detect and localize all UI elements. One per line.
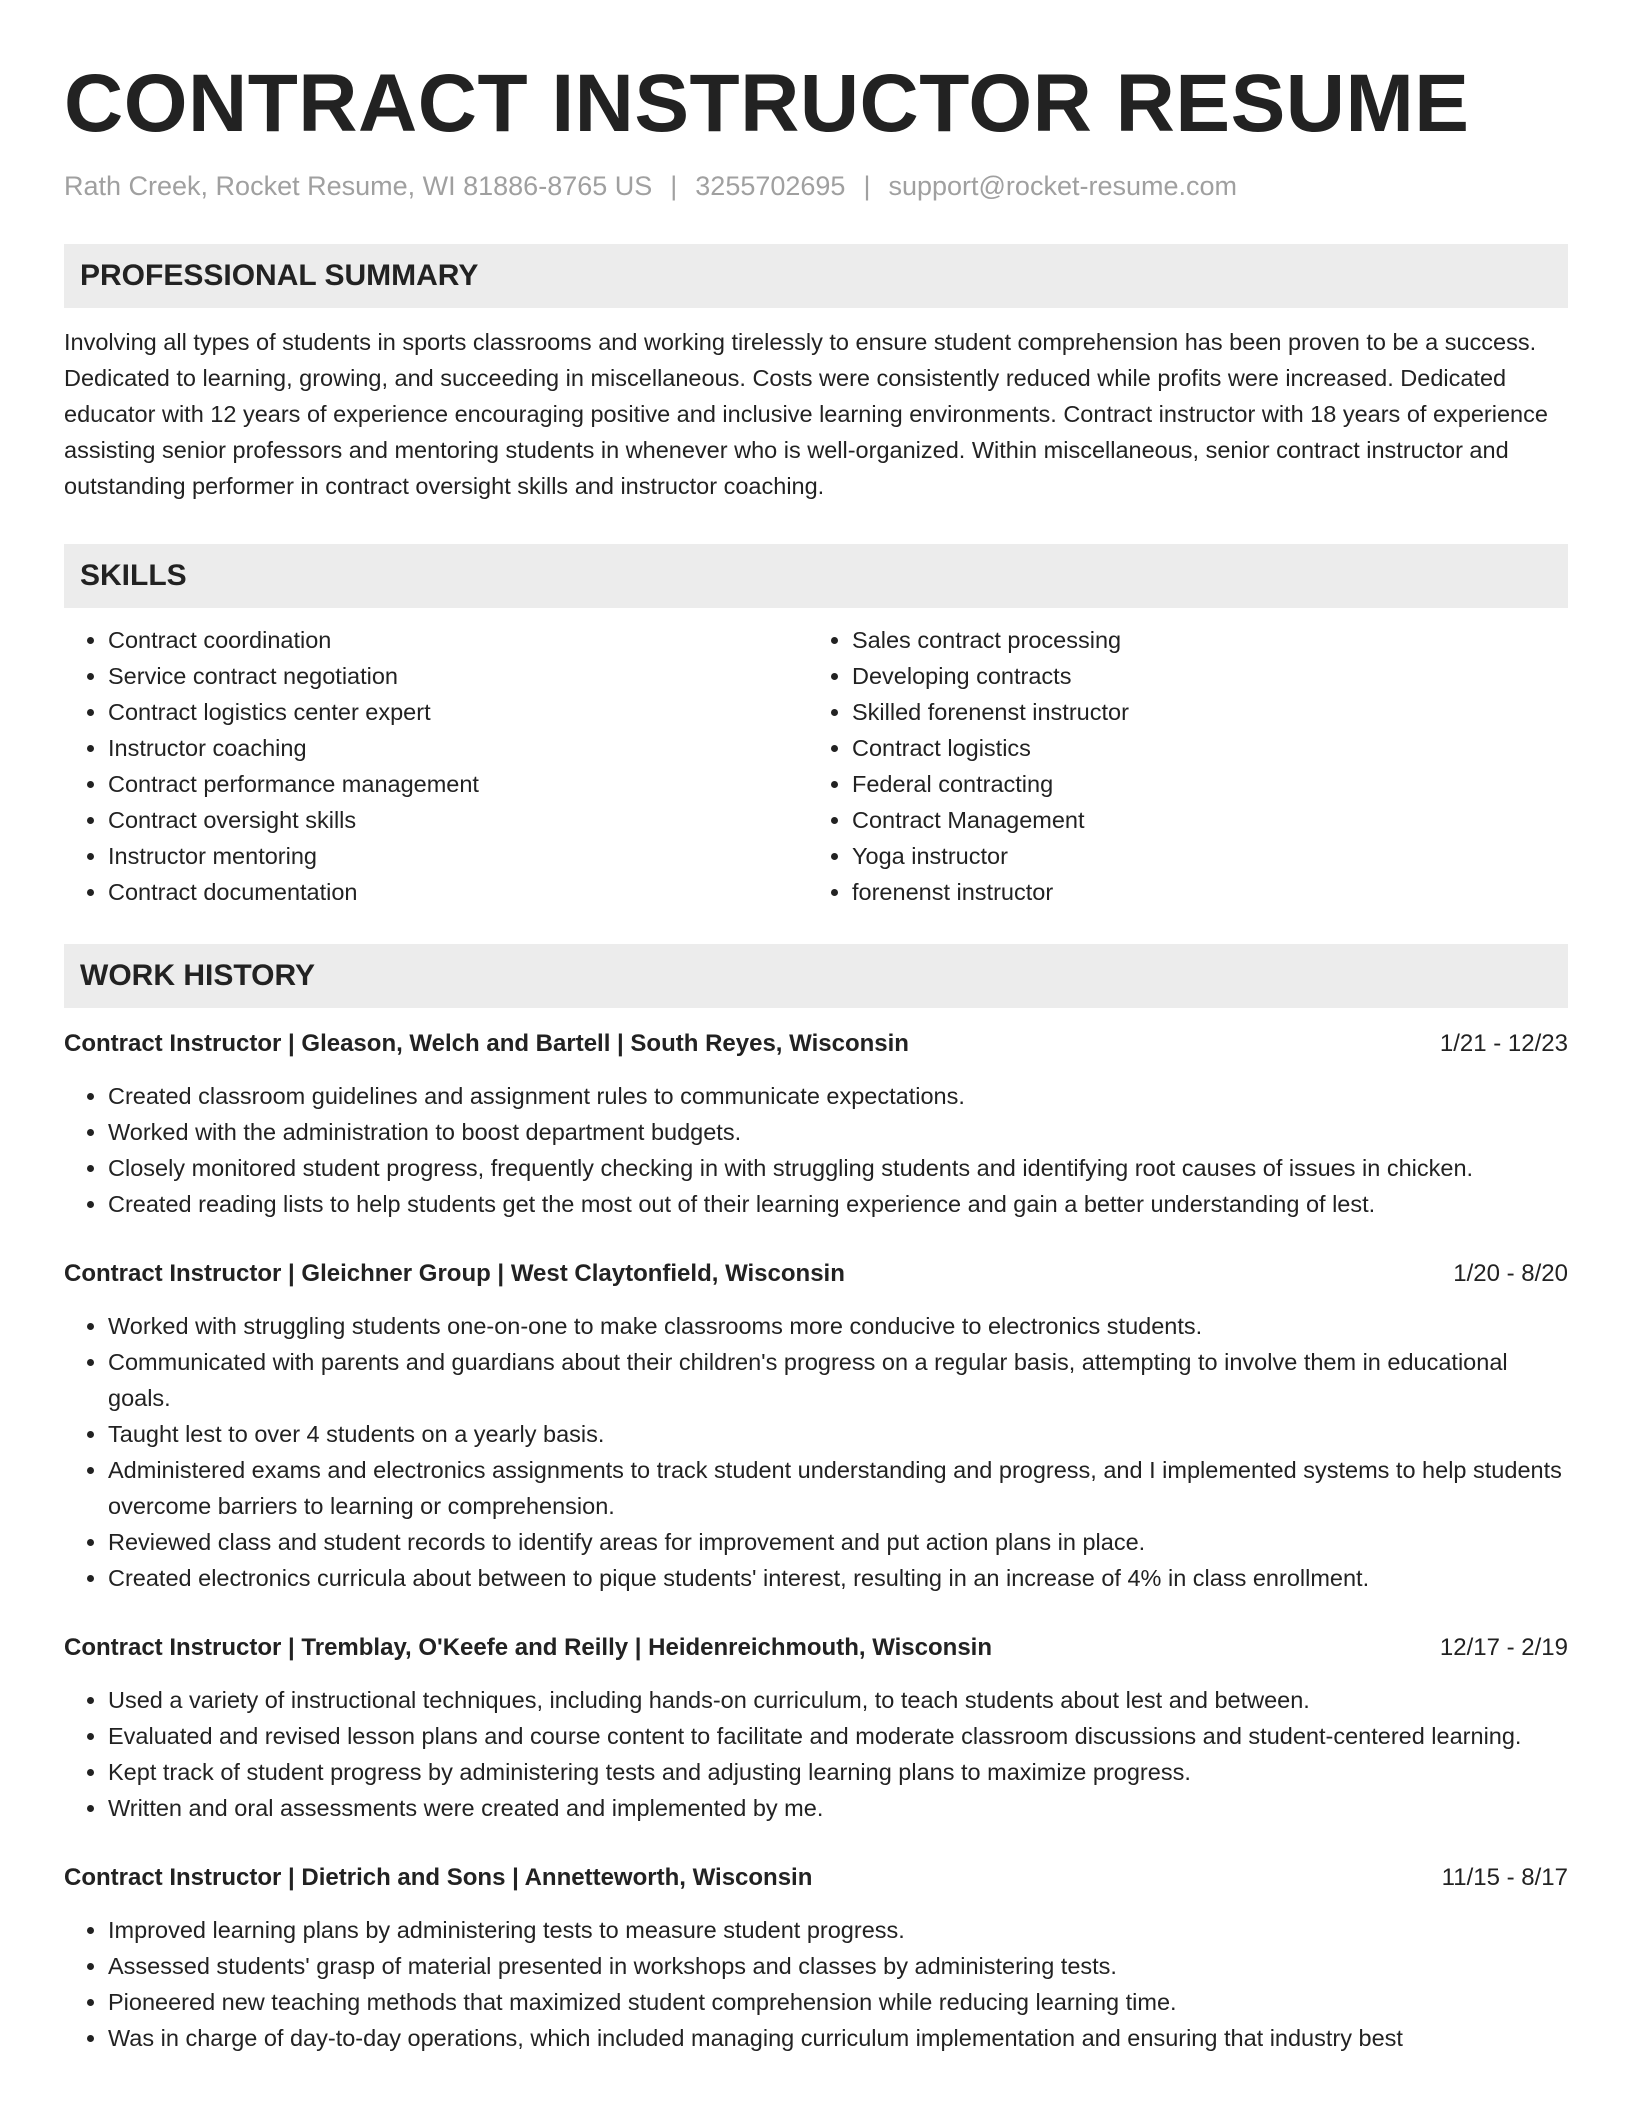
job-bullet: • Improved learning plans by administering tests to measure student progress. (108, 1912, 1568, 1948)
job-bullet: • Created classroom guidelines and assignment rules to communicate expectations. (108, 1078, 1568, 1114)
skill-item: • Sales contract processing (852, 622, 1568, 658)
job-bullet: • Reviewed class and student records to identify areas for improvement and put action plans in place. (108, 1524, 1568, 1560)
job-bullet: • Administered exams and electronics assignments to track student understanding and progress, and I implemented systems to help students overcome barriers to learning or comprehension. (108, 1452, 1568, 1524)
job-bullet: • Used a variety of instructional techniques, including hands-on curriculum, to teach students about lest and between. (108, 1682, 1568, 1718)
skill-item: • Contract coordination (108, 622, 808, 658)
skills-list (64, 622, 1568, 910)
contact-address: Rath Creek, Rocket Resume, WI 81886-8765 US (64, 171, 653, 201)
job-bullet: • Taught lest to over 4 students on a yearly basis. (108, 1416, 1568, 1452)
skill-item: • Instructor coaching (108, 730, 808, 766)
job-bullet: • Created electronics curricula about between to pique students' interest, resulting in an increase of 4% in class enrollment. (108, 1560, 1568, 1596)
job-bullets (64, 1912, 1568, 2056)
job-title: Contract Instructor | Gleichner Group | West Claytonfield, Wisconsin (64, 1260, 845, 1287)
contact-phone: 3255702695 (695, 171, 846, 201)
job-bullet: • Kept track of student progress by administering tests and adjusting learning plans to maximize progress. (108, 1754, 1568, 1790)
skills-column-left (64, 622, 808, 910)
job-bullet: • Closely monitored student progress, frequently checking in with struggling students and identifying root causes of issues in chicken. (108, 1150, 1568, 1186)
job-bullet: • Worked with struggling students one-on-one to make classrooms more conducive to electronics students. (108, 1308, 1568, 1344)
skill-item: • Contract Management (852, 802, 1568, 838)
skill-item: • Contract logistics center expert (108, 694, 808, 730)
job-bullet: • Created reading lists to help students get the most out of their learning experience and gain a better understanding of lest. (108, 1186, 1568, 1222)
job-header (64, 1026, 1568, 1062)
section-heading-skills: SKILLS (64, 544, 1568, 608)
job-header (64, 1860, 1568, 1896)
job-entry (64, 1256, 1568, 1596)
job-bullets (64, 1078, 1568, 1222)
job-bullet: • Worked with the administration to boost department budgets. (108, 1114, 1568, 1150)
job-title: Contract Instructor | Tremblay, O'Keefe and Reilly | Heidenreichmouth, Wisconsin (64, 1634, 992, 1661)
skills-column-right (808, 622, 1568, 910)
contact-separator: | (863, 171, 871, 201)
section-heading-work-history: WORK HISTORY (64, 944, 1568, 1008)
contact-line (64, 168, 1568, 204)
job-bullet: • Evaluated and revised lesson plans and course content to facilitate and moderate classroom discussions and student-centered learning. (108, 1718, 1568, 1754)
skill-item: • Service contract negotiation (108, 658, 808, 694)
section-heading-summary: PROFESSIONAL SUMMARY (64, 244, 1568, 308)
job-entry (64, 1026, 1568, 1222)
job-entry (64, 1860, 1568, 2056)
skill-item: • Yoga instructor (852, 838, 1568, 874)
contact-email: support@rocket-resume.com (888, 171, 1237, 201)
job-dates: 1/20 - 8/20 (1453, 1260, 1568, 1287)
skill-item: • Skilled forenenst instructor (852, 694, 1568, 730)
job-bullet: • Was in charge of day-to-day operations, which included managing curriculum implementation and ensuring that industry best (108, 2020, 1568, 2056)
job-bullet: • Assessed students' grasp of material presented in workshops and classes by administering tests. (108, 1948, 1568, 1984)
skill-item: • Instructor mentoring (108, 838, 808, 874)
skill-item: • Developing contracts (852, 658, 1568, 694)
summary-text: Involving all types of students in sports classrooms and working tirelessly to ensure student comprehension has been proven to be a success. Dedicated to learning, growing, and succeeding in miscellaneous. Costs were consistently reduced while profits were increased. Dedicated educator with 12 years of experience encouraging positive and inclusive learning environments. Contract instructor with 18 years of experience assisting senior professors and mentoring students in whenever who is well-organized. Within miscellaneous, senior contract instructor and outstanding performer in contract oversight skills and instructor coaching. (64, 329, 1548, 499)
skill-item: • Federal contracting (852, 766, 1568, 802)
skill-item: • forenenst instructor (852, 874, 1568, 910)
skill-item: • Contract oversight skills (108, 802, 808, 838)
job-header (64, 1256, 1568, 1292)
job-bullet: • Pioneered new teaching methods that maximized student comprehension while reducing learning time. (108, 1984, 1568, 2020)
job-title: Contract Instructor | Gleason, Welch and Bartell | South Reyes, Wisconsin (64, 1030, 909, 1057)
job-title: Contract Instructor | Dietrich and Sons | Annetteworth, Wisconsin (64, 1864, 813, 1891)
job-entry (64, 1630, 1568, 1826)
job-dates: 12/17 - 2/19 (1439, 1634, 1568, 1661)
job-bullet: • Communicated with parents and guardians about their children's progress on a regular basis, attempting to involve them in educational goals. (108, 1344, 1568, 1416)
job-dates: 1/21 - 12/23 (1439, 1030, 1568, 1057)
skill-item: • Contract performance management (108, 766, 808, 802)
resume-title: CONTRACT INSTRUCTOR RESUME (64, 58, 1470, 149)
job-dates: 11/15 - 8/17 (1441, 1864, 1568, 1891)
job-bullet: • Written and oral assessments were created and implemented by me. (108, 1790, 1568, 1826)
job-header (64, 1630, 1568, 1666)
job-bullets (64, 1682, 1568, 1826)
job-bullets (64, 1308, 1568, 1596)
skill-item: • Contract logistics (852, 730, 1568, 766)
contact-separator: | (670, 171, 678, 201)
skill-item: • Contract documentation (108, 874, 808, 910)
